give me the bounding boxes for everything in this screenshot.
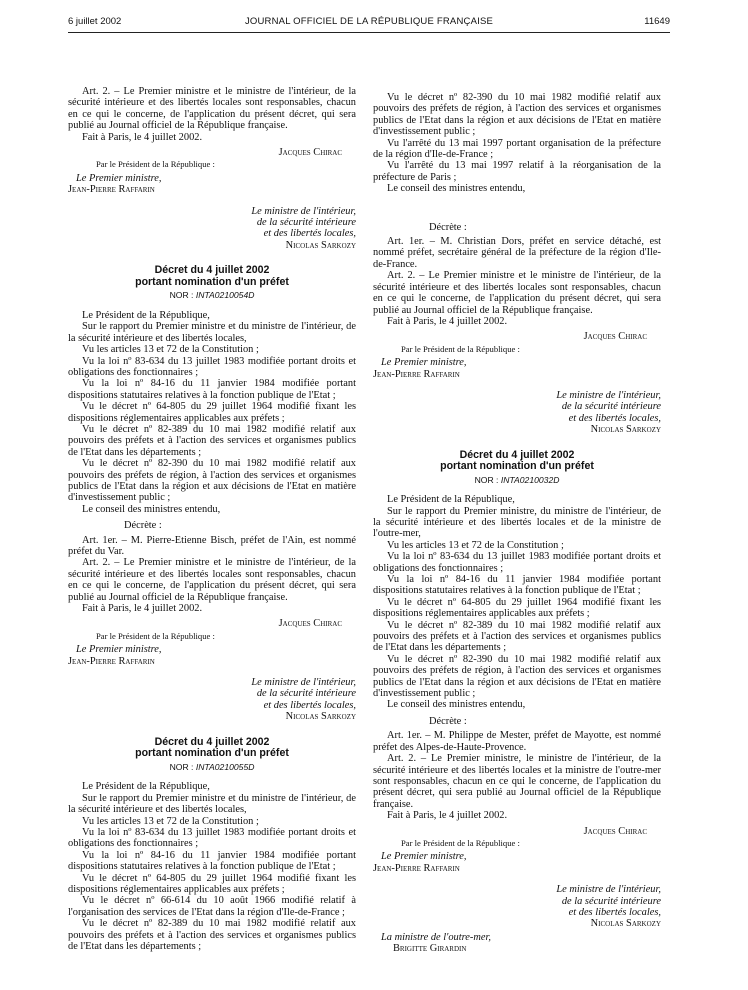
prime-minister-name: Jean-Pierre Raffarin [373,368,460,380]
decree-title: Décret du 4 juillet 2002 [154,264,270,277]
paragraph: Le conseil des ministres entendu, [82,503,221,515]
minister-name: Nicolas Sarkozy [590,918,661,930]
decree-title: Décret du 4 juillet 2002 [459,448,575,461]
nor-reference [373,475,661,486]
nor-code: INTA0210055D [195,761,255,772]
par-le-president: Par le Président de la République : [96,630,215,641]
president-signature: Jacques Chirac [583,825,647,837]
minister-title-line: de la sécurité intérieure [256,217,356,229]
nor-reference [68,762,356,773]
president-signature: Jacques Chirac [583,331,647,343]
paragraph: Le Président de la République, [387,494,515,506]
article-2: Art. 2. – Le Premier ministre et le ministre de l'intérieur, de la sécurité intérieure et des libertés locales sont responsables, chacun en ce qui le concerne, de l'application du présent décret, qui sera publié au Journal officiel de la République française. [373,270,661,316]
minister-title-line: et des libertés locales, [568,412,661,424]
decree-subtitle: portant nomination d'un préfet [440,460,594,473]
prime-minister-title: Le Premier ministre, [76,172,162,184]
prime-minister-title: Le Premier ministre, [381,357,467,369]
nor-label: NOR : [169,290,194,301]
nor-label: NOR : [474,474,499,485]
paragraph: Vu la loi nº 83-634 du 13 juillet 1983 modifiée portant droits et obligations des fonctionnaires ; [68,826,356,850]
prime-minister-title: Le Premier ministre, [76,644,162,656]
minister-title-line: et des libertés locales, [263,699,356,711]
decree-heading [68,737,356,760]
paragraph: Sur le rapport du Premier ministre, du ministre de l'intérieur, de la sécurité intérieure et des libertés locales et de la ministre de l'outre-mer, [373,505,661,540]
prime-minister-title: Le Premier ministre, [381,851,467,863]
minister-name: Nicolas Sarkozy [285,711,356,723]
decrete-label: Décrète : [429,715,467,727]
decree-subtitle: portant nomination d'un préfet [135,747,289,760]
prime-minister-name: Jean-Pierre Raffarin [68,655,155,667]
paragraph: Vu le décret nº 64-805 du 29 juillet 1964 modifié fixant les dispositions réglementaires applicables aux préfets ; [68,872,356,895]
signature-date: Fait à Paris, le 4 juillet 2002. [387,315,508,327]
minister-signature-block [68,206,356,252]
minister-title-line: de la sécurité intérieure [561,401,661,413]
minister-signature-block [68,677,356,723]
minister-signature-block [373,884,661,930]
paragraph: Le conseil des ministres entendu, [387,699,526,711]
paragraph: Vu les articles 13 et 72 de la Constitution ; [82,344,259,356]
paragraph: Vu le décret nº 82-390 du 10 mai 1982 modifié relatif aux pouvoirs des préfets de région, à l'action des services et organismes publics de l'Etat dans la région et aux décisions de l'Etat en matière d'investissement public ; [373,92,661,138]
paragraph: Vu le décret nº 82-389 du 10 mai 1982 modifié relatif aux pouvoirs des préfets et à l'action des services et organismes publics de l'Etat dans les départements ; [68,423,356,458]
paragraph: Vu la loi nº 83-634 du 13 juillet 1983 modifiée portant droits et obligations des fonctionnaires ; [68,355,356,378]
signature-date: Fait à Paris, le 4 juillet 2002. [387,810,508,822]
minister-title-line: Le ministre de l'intérieur, [556,389,661,401]
paragraph: Vu le décret nº 82-389 du 10 mai 1982 modifié relatif aux pouvoirs des préfets et à l'action des services et organismes publics de l'Etat dans les départements ; [68,918,356,952]
paragraph: Vu l'arrêté du 13 mai 1997 relatif à la réorganisation de la préfecture de Paris ; [373,160,661,183]
overseas-minister-title: La ministre de l'outre-mer, [381,931,491,943]
page-header [68,16,670,32]
paragraph: Le Président de la République, [82,309,210,321]
minister-title-line: Le ministre de l'intérieur, [251,205,356,217]
journal-title: JOURNAL OFFICIEL DE LA RÉPUBLIQUE FRANÇAISE [244,16,494,27]
article-1: Art. 1er. – M. Pierre-Etienne Bisch, préfet de l'Ain, est nommé préfet du Var. [68,534,356,557]
minister-name: Nicolas Sarkozy [285,239,356,251]
signature-date: Fait à Paris, le 4 juillet 2002. [82,131,203,143]
overseas-minister-name: Brigitte Girardin [393,943,467,955]
article-2: Art. 2. – Le Premier ministre et le ministre de l'intérieur, de la sécurité intérieure et des libertés locales sont responsables, chacun en ce qui le concerne, de l'application du présent décret, qui sera publié au Journal officiel de la République française. [68,557,356,603]
article-2: Art. 2. – Le Premier ministre et le ministre de l'intérieur, de la sécurité intérieure et des libertés locales sont responsables, chacun en ce qui le concerne, de l'application du présent décret, qui sera publié au Journal officiel de la République française. [68,86,356,132]
minister-title-line: de la sécurité intérieure [256,688,356,700]
paragraph: Vu le décret nº 64-805 du 29 juillet 1964 modifié fixant les dispositions réglementaires applicables aux préfets ; [373,596,661,620]
paragraph: Vu la loi nº 84-16 du 11 janvier 1984 modifiée portant dispositions statutaires relatives à la fonction publique de l'Etat ; [68,378,356,401]
decree-heading [68,265,356,288]
decrete-label: Décrète : [429,221,467,233]
paragraph: Vu le décret nº 64-805 du 29 juillet 1964 modifié fixant les dispositions réglementaires applicables aux préfets ; [68,401,356,424]
header-date: 6 juillet 2002 [68,16,122,27]
minister-title-line: et des libertés locales, [263,228,356,240]
nor-code: INTA0210054D [195,290,255,301]
minister-name: Nicolas Sarkozy [590,424,661,436]
paragraph: Le conseil des ministres entendu, [387,183,526,195]
header-rule [68,32,670,33]
par-le-president: Par le Président de la République : [96,159,215,170]
signature-date: Fait à Paris, le 4 juillet 2002. [82,603,203,615]
paragraph: Vu le décret nº 82-390 du 10 mai 1982 modifié relatif aux pouvoirs des préfets de région, à l'action des services et organismes publics de l'Etat dans la région et aux décisions de l'Etat en matière d'investissement public ; [373,653,661,700]
nor-code: INTA0210032D [500,474,560,485]
decree-subtitle: portant nomination d'un préfet [135,275,289,288]
president-signature: Jacques Chirac [278,618,342,630]
paragraph: Sur le rapport du Premier ministre et du ministre de l'intérieur, de la sécurité intérieure et des libertés locales, [68,321,356,344]
decrete-label: Décrète : [124,520,162,532]
decree-title: Décret du 4 juillet 2002 [154,735,270,748]
nor-label: NOR : [169,761,194,772]
par-le-president: Par le Président de la République : [401,343,520,354]
article-1: Art. 1er. – M. Christian Dors, préfet en service détaché, est nommé préfet, secrétaire général de la préfecture de la région d'Ile-de-France. [373,236,661,270]
paragraph: Vu l'arrêté du 13 mai 1997 portant organisation de la préfecture de la région d'Ile-de-France ; [373,137,661,161]
minister-title-line: Le ministre de l'intérieur, [556,884,661,896]
minister-title-line: de la sécurité intérieure [561,895,661,907]
minister-signature-block [373,390,661,436]
paragraph: Vu le décret nº 82-389 du 10 mai 1982 modifié relatif aux pouvoirs des préfets et à l'action des services et organismes publics de l'Etat dans les départements ; [373,619,661,654]
paragraph: Vu le décret nº 82-390 du 10 mai 1982 modifié relatif aux pouvoirs des préfets de région, à l'action des services et organismes publics de l'Etat dans la région et aux décisions de l'Etat en matière d'investissement public ; [68,458,356,504]
prime-minister-name: Jean-Pierre Raffarin [68,184,155,196]
left-column [68,86,356,952]
article-2: Art. 2. – Le Premier ministre, le ministre de l'intérieur, de la sécurité intérieure et des libertés locales et la ministre de l'outre-mer sont responsables, chacun en ce qui le concerne, de l'application du présent décret, qui sera publié au Journal officiel de la République française. [373,753,661,810]
paragraph: Vu les articles 13 et 72 de la Constitution ; [82,815,259,827]
paragraph: Le Président de la République, [82,781,210,793]
president-signature: Jacques Chirac [278,147,342,159]
paragraph: Vu la loi nº 84-16 du 11 janvier 1984 modifiée portant dispositions statutaires relatives à la fonction publique de l'Etat ; [68,849,356,873]
nor-reference [68,290,356,301]
par-le-president: Par le Président de la République : [401,837,520,848]
paragraph: Vu le décret nº 66-614 du 10 août 1966 modifié relatif à l'organisation des services de l'Etat dans la région d'Ile-de-France ; [68,895,356,918]
prime-minister-name: Jean-Pierre Raffarin [373,862,460,874]
paragraph: Vu les articles 13 et 72 de la Constitution ; [387,539,564,551]
paragraph: Vu la loi nº 83-634 du 13 juillet 1983 modifiée portant droits et obligations des fonctionnaires ; [373,551,661,574]
page-number: 11649 [644,16,670,27]
minister-title-line: et des libertés locales, [568,906,661,918]
minister-title-line: Le ministre de l'intérieur, [251,677,356,689]
right-column [373,92,661,955]
paragraph: Vu la loi nº 84-16 du 11 janvier 1984 modifiée portant dispositions statutaires relatives à la fonction publique de l'Etat ; [373,574,661,597]
decree-heading [373,450,661,473]
article-1: Art. 1er. – M. Philippe de Mester, préfet de Mayotte, est nommé préfet des Alpes-de-Haute-Provence. [373,730,661,753]
paragraph: Sur le rapport du Premier ministre et du ministre de l'intérieur, de la sécurité intérieure et des libertés locales, [68,792,356,816]
